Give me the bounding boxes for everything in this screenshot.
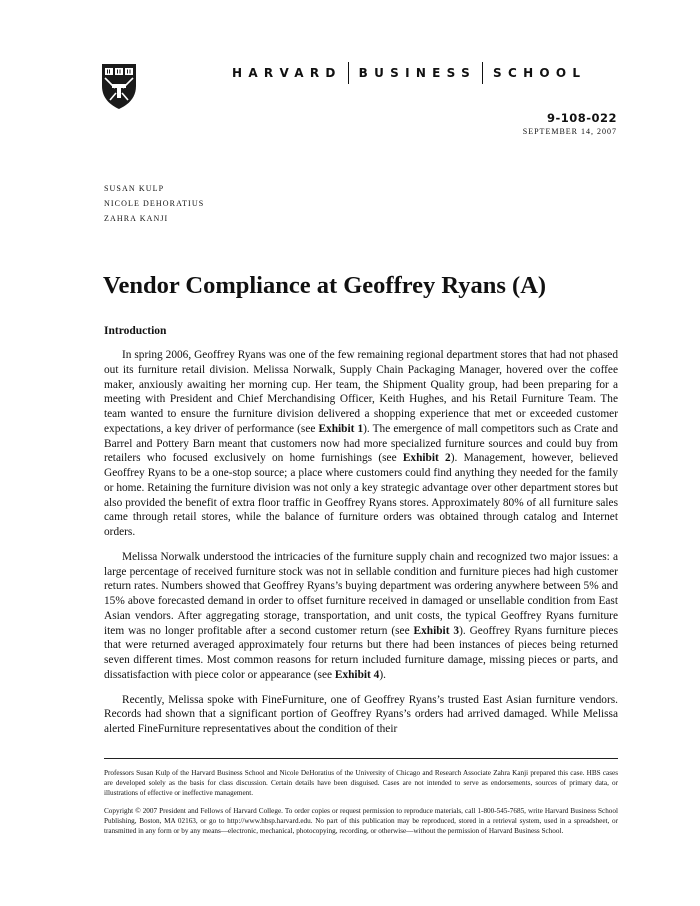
document-title: Vendor Compliance at Geoffrey Ryans (A) [103,272,547,299]
section-heading: Introduction [104,325,167,337]
text-run: ). [379,668,386,681]
author-name: SUSAN KULP [104,184,165,193]
text-run: ). The emergence of mall competitors such as Crate and Barrel and Pottery Barn meant that customers now had more specialized furniture sources and could buy from retailers who focused exclusively on home furnishings (see [104,422,619,465]
wordmark-divider [348,62,349,84]
author-name: ZAHRA KANJI [104,214,169,223]
footer-copyright: Copyright © 2007 President and Fellows of Harvard College. To order copies or request permission to reproduce materials, call 1-800-545-7685, write Harvard Business School Publishing, Boston, MA 02163, or go to http://www.hbsp.harvard.edu. No part of this publication may be reproduced, stored in a retrieval system, used in a spreadsheet, or transmitted in any form or by any means—electronic, mechanical, photocopying, recording, or otherwise—without the permission of Harvard Business School. [104,807,618,835]
school-word-business: BUSINESS [358,66,477,80]
body-paragraph [104,550,618,683]
exhibit-reference: Exhibit 3 [413,624,460,637]
body-text [104,348,618,737]
text-run: ). Geoffrey Ryans furniture pieces that were returned averaged approximately four returns but there had been instances of pieces being returned seven different times. Most common reasons for return included furniture damage, missing pieces or parts, and dissatisfaction with piece color or appearance (see [104,624,618,681]
text-run: Melissa Norwalk understood the intricacies of the furniture supply chain and recognized two major issues: a large percentage of received furniture stock was not in sellable condition and furniture pieces had high customer return rates. Numbers showed that Geoffrey Ryans’s buying department was ordering anywhere between 5% and 15% above forecasted demand in order to offset furniture received in damaged or unsellable condition from East Asian vendors. After aggregating storage, transportation, and unit costs, the typical Geoffrey Ryans furniture item was no longer profitable after a second customer return (see [104,550,618,637]
author-list [104,181,204,226]
body-paragraph [104,348,618,540]
text-run: In spring 2006, Geoffrey Ryans was one of the few remaining regional department stores that had not phased out its furniture retail division. Melissa Norwalk, Supply Chain Packaging Manager, hovered over the coffee maker, anxiously awaiting her morning cup. Her team, the Shipment Quality group, had been preparing for a meeting with President and Chief Merchandising Officer, Keith Hughes, and his Retail Furniture Team. The team wanted to ensure the furniture division delivered a shopping experience that met or exceeded customer expectations, a key driver of performance (see [104,349,618,435]
exhibit-reference: Exhibit 2 [402,452,451,465]
body-paragraph [104,693,618,737]
author-name: NICOLE DEHORATIUS [104,199,205,208]
text-run: Recently, Melissa spoke with FineFurniture, one of Geoffrey Ryans’s trusted East Asian furniture vendors. Records had shown that a significant portion of Geoffrey Ryans’s orders had arrived damaged. While Melissa alerted FineFurniture representatives about the condition of their [104,693,618,735]
school-wordmark [232,62,586,84]
case-date: SEPTEMBER 14, 2007 [522,127,617,136]
footer-divider [104,758,618,759]
school-word-harvard: HARVARD [232,66,342,80]
harvard-shield-logo [100,62,138,110]
footer-disclaimer: Professors Susan Kulp of the Harvard Business School and Nicole DeHoratius of the University of Chicago and Research Associate Zahra Kanji prepared this case. HBS cases are developed solely as the basis for class discussion. Certain details have been disguised. Cases are not intended to serve as endorsements, sources of primary data, or illustrations of effective or ineffective management. [104,769,618,797]
text-run: ). Management, however, believed Geoffrey Ryans to be a one-stop source; a place where customers could find anything they needed for the family or home. Retaining the furniture division was not only a key strategic advantage over other department stores but also provided the benefit of extra floor traffic in Geoffrey Ryans stores. Approximately 80% of all furniture sales came through retail stores, while the balance of furniture orders was obtained through catalog and Internet orders. [104,452,618,538]
exhibit-reference: Exhibit 1 [318,422,364,435]
school-word-school: SCHOOL [493,66,587,80]
wordmark-divider [482,62,483,84]
footer [104,768,618,844]
exhibit-reference: Exhibit 4 [334,668,380,681]
case-number: 9-108-022 [546,111,617,125]
